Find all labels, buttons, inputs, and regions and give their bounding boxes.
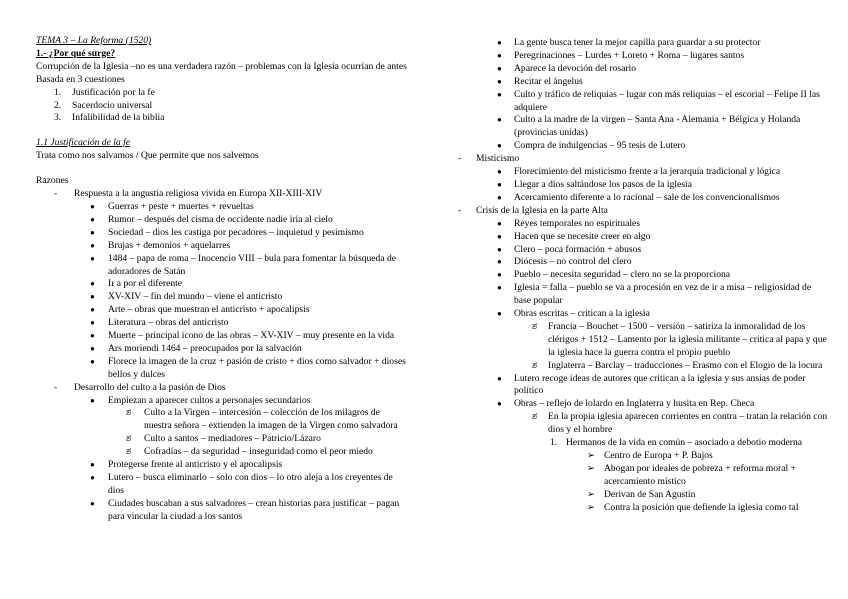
misticismo-list bbox=[456, 166, 828, 205]
bullet-icon: ● bbox=[90, 343, 95, 353]
respuesta-list bbox=[36, 201, 410, 382]
list-item: ● Culto a la madre de la virgen – Santa Ana - Alemania + Bélgica y Holanda (provincias unidas) bbox=[497, 114, 801, 139]
bullet-icon: ● bbox=[497, 218, 502, 228]
list-item: ● Guerras + peste + muertes + revueltas bbox=[90, 200, 254, 212]
bullet-icon: ● bbox=[90, 240, 95, 250]
list-item: ● XV-XIV – fin del mundo – viene el anticristo bbox=[90, 291, 283, 303]
cultos-list bbox=[36, 407, 410, 459]
crisis-list bbox=[456, 218, 828, 321]
list-item: ● Llegar a dios saltándose los pasos de la iglesia bbox=[497, 178, 692, 190]
list-item: ● Florece la imagen de la cruz + pasión de cristo + dios como salvador + dioses bellos y dulces bbox=[90, 355, 406, 380]
arrow-right-icon: ➢ bbox=[587, 501, 596, 513]
bullet-icon: ● bbox=[497, 89, 502, 99]
arrow-right-icon: ➢ bbox=[587, 488, 596, 500]
bullet-icon: ● bbox=[90, 305, 95, 315]
bullet-icon: ● bbox=[90, 460, 95, 470]
bullet-icon: ● bbox=[497, 179, 502, 189]
list-item: ● Lutero – busca eliminarlo – solo con dios – lo otro aleja a los creyentes de dios bbox=[90, 472, 393, 496]
bullet-icon: ● bbox=[497, 244, 502, 254]
list-item: 3. Infalibilidad de la biblia bbox=[54, 112, 165, 124]
cuestiones-list bbox=[36, 87, 410, 126]
list-item: ಶ Cofradías – da seguridad – inseguridad como el peor miedo bbox=[126, 446, 373, 458]
list-item: ● Protegerse frente al anticristo y el apocalipsis bbox=[90, 459, 283, 471]
list-item: ● Reyes temporales no espirituales bbox=[497, 217, 641, 229]
list-item: ● Obras – reflejo de lolardo en Inglaterra y husita en Rep. Checa bbox=[497, 398, 755, 410]
section-heading-2: 1.1 Justificación de la fe bbox=[36, 137, 131, 149]
list-item: ➢ Centro de Europa + P. Bajos bbox=[587, 450, 713, 461]
bullet-icon: ● bbox=[497, 141, 502, 151]
razones-label: Razones bbox=[36, 175, 69, 187]
list-item: ● La gente busca tener la mejor capilla para guardar a su protector bbox=[497, 37, 761, 48]
list-item: 1. Justificación por la fe bbox=[54, 86, 155, 98]
arrow-right-icon: ➢ bbox=[587, 450, 596, 461]
hermanos-list bbox=[456, 450, 828, 515]
bullet-icon: ● bbox=[90, 201, 95, 211]
list-item: ಶ Inglaterra – Barclay – traducciones – Erasmo con el Elogio de la locura bbox=[532, 359, 823, 371]
bullet-icon: ● bbox=[497, 192, 502, 202]
list-item: ● Ciudades buscaban a sus salvadores – crean historias para justificar – pagan para vincular la ciudad a los santos bbox=[90, 497, 400, 522]
list-item: ● Recitar el ángelus bbox=[497, 75, 583, 87]
left-column bbox=[36, 35, 410, 524]
bullet-icon: ● bbox=[497, 270, 502, 280]
bullet-icon: ● bbox=[497, 373, 502, 383]
list-item: ● Diócesis – no control del clero bbox=[497, 256, 632, 268]
list-item: ● Empiezan a aparecer cultos a personajes secundarios bbox=[90, 394, 311, 406]
bullet-icon: ● bbox=[90, 331, 95, 341]
doc-title: TEMA 3 – La Reforma (1520) bbox=[36, 35, 152, 46]
respuesta-item: - Respuesta a la angustia religiosa vivida en Europa XII-XIII-XIV bbox=[54, 188, 323, 200]
list-item: ಶ Culto a la Virgen – intercesión – colección de los milagros de nuestra señora – extienden la imagen de la Virgen como salvadora bbox=[126, 407, 398, 432]
arrow-right-icon: ➢ bbox=[587, 462, 596, 474]
arrow-bullet-icon: ಶ bbox=[532, 359, 538, 371]
list-item: ● Ars moriendi 1464 – preocupados por la salvación bbox=[90, 342, 302, 354]
list-item: ● Iglesia = falla – pueblo se va a procesión en vez de ir a misa – religiosidad de base popular bbox=[497, 282, 812, 307]
bullet-icon: ● bbox=[90, 214, 95, 224]
arrow-bullet-icon: ಶ bbox=[126, 433, 132, 445]
bullet-icon: ● bbox=[497, 257, 502, 267]
list-item: ● Brujas + demonios + aquelarres bbox=[90, 239, 231, 251]
trata-text: Trata como nos salvamos / Que permite que nos salvemos bbox=[36, 150, 259, 162]
list-item: ● Pueblo – necesita seguridad – clero no se la proporciona bbox=[497, 269, 731, 281]
bullet-icon: ● bbox=[90, 318, 95, 328]
list-item: ● Lutero recoge ideas de autores que critican a la iglesia y sus ansias de poder político bbox=[497, 372, 806, 397]
bullet-icon: ● bbox=[90, 279, 95, 289]
bullet-icon: ● bbox=[497, 231, 502, 241]
bullet-icon: ● bbox=[497, 76, 502, 86]
list-item: 1. Hermanos de la vida en común – asociado a debotio moderna bbox=[550, 437, 803, 449]
bullet-icon: ● bbox=[90, 473, 95, 482]
list-item: ● Hacen que se necesite creer en algo bbox=[497, 230, 651, 242]
list-item: ➢ Contra la posición que defiende la iglesia como tal bbox=[587, 501, 799, 513]
list-item: ● Rumor – después del cisma de occidente nadie iría al cielo bbox=[90, 213, 333, 225]
bullet-icon: ● bbox=[90, 498, 95, 508]
bullet-icon: ● bbox=[90, 292, 95, 302]
bullet-icon: ● bbox=[497, 309, 502, 319]
crisis-item: - Crisis de la Iglesia en la parte Alta bbox=[458, 204, 608, 216]
bullet-icon: ● bbox=[497, 50, 502, 60]
list-item: ಶ En la propia iglesia aparecen corrientes en contra – tratan la relación con dios y el hombre bbox=[532, 411, 828, 436]
list-item: ಶ Culto a santos – mediadores – Patricio/Lázaro bbox=[126, 433, 321, 445]
desarrollo-list bbox=[36, 459, 410, 524]
bullet-icon: ● bbox=[497, 399, 502, 409]
bullet-icon: ● bbox=[497, 283, 502, 293]
list-item: ● Peregrinaciones – Lurdes + Loreto + Roma – lugares santos bbox=[497, 49, 745, 61]
list-item: ● 1484 – papa de roma – Inocencio VIII – bula para fomentar la búsqueda de adoradores de Satán bbox=[90, 252, 397, 277]
list-item: ➢ Abogan por ideales de pobreza + reforma moral + acercamiento místico bbox=[587, 462, 796, 487]
list-item: ಶ Francia – Bouchet – 1500 – versión – satiriza la inmoralidad de los clérigos + 1512 – Lamento por la iglesia militante – critica al papa y que la iglesia hace la guerra contra el propio pueblo bbox=[532, 320, 827, 358]
list-item: ● Sociedad – dios les castiga por pecadores – inquietud y pesimismo bbox=[90, 226, 364, 238]
list-item: ● Arte – obras que muestran el anticristo + apocalipsis bbox=[90, 304, 310, 316]
list-item: ● Acercamiento diferente a lo racional – sale de los convencionalismos bbox=[497, 191, 780, 203]
list-item: ● Literatura – obras del anticristo bbox=[90, 317, 229, 329]
list-item: ● Florecimiento del misticismo frente a la jerarquía tradicional y lógica bbox=[497, 166, 781, 178]
list-item: ● Obras escritas – critican a la iglesia bbox=[497, 308, 650, 320]
bullet-icon: ● bbox=[497, 115, 502, 125]
list-item: ● Clero – poca formación + abusos bbox=[497, 243, 642, 255]
bullet-icon: ● bbox=[90, 356, 95, 366]
bullet-icon: ● bbox=[497, 38, 502, 47]
arrow-bullet-icon: ಶ bbox=[532, 320, 538, 332]
misticismo-item: - Misticismo bbox=[458, 153, 520, 165]
bullet-icon: ● bbox=[90, 395, 95, 405]
obras-sub-list bbox=[456, 321, 828, 373]
list-item: ● Aparece la devoción del rosario bbox=[497, 62, 636, 74]
list-item: ● Compra de indulgencias – 95 tesis de Lutero bbox=[497, 140, 686, 152]
section-heading-1: 1.- ¿Por qué surge? bbox=[36, 47, 116, 59]
list-item: 2. Sacerdocio universal bbox=[54, 99, 153, 111]
arrow-bullet-icon: ಶ bbox=[126, 407, 132, 419]
desarrollo-item: - Desarrollo del culto a la pasión de Dios bbox=[54, 381, 226, 393]
arrow-bullet-icon: ಶ bbox=[126, 446, 132, 458]
arrow-bullet-icon: ಶ bbox=[532, 411, 538, 423]
list-item: ● Culto y tráfico de reliquias – lugar con más reliquias – el escorial – Felipe II las adquiere bbox=[497, 88, 820, 113]
basada-text: Basada en 3 cuestiones bbox=[36, 73, 125, 85]
list-item: ● Ir a por el diferente bbox=[90, 278, 183, 290]
bullet-icon: ● bbox=[497, 63, 502, 73]
bullet-icon: ● bbox=[90, 253, 95, 263]
right-column bbox=[456, 37, 828, 515]
top-list bbox=[456, 37, 828, 153]
intro-text: Corrupción de la Iglesia –no es una verdadera razón – problemas con la Iglesia ocurrían de antes bbox=[36, 60, 407, 72]
list-item: ➢ Derivan de San Agustín bbox=[587, 488, 696, 500]
list-item: ● Muerte – principal icono de las obras – XV-XIV – muy presente en la vida bbox=[90, 330, 395, 342]
bullet-icon: ● bbox=[90, 227, 95, 237]
bullet-icon: ● bbox=[497, 167, 502, 177]
